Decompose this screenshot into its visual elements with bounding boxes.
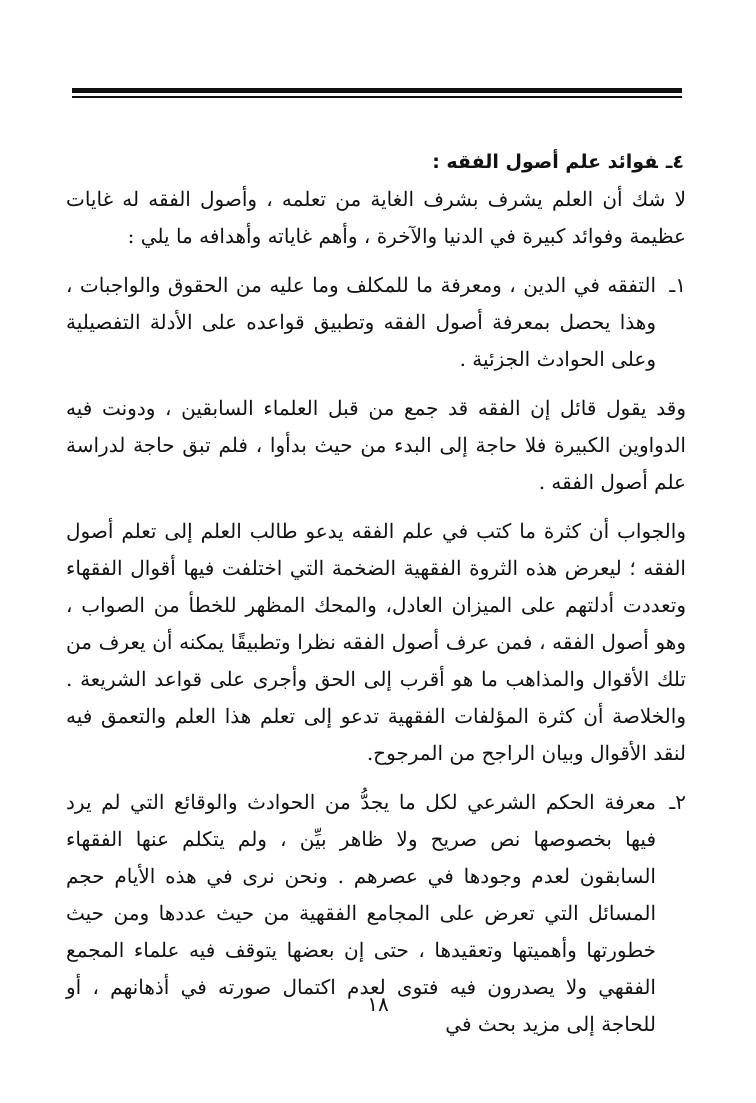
intro-paragraph: لا شك أن العلم يشرف بشرف الغاية من تعلمه ، وأصول الفقه له غايات عظيمة وفوائد كبيرة في الدنيا والآخرة ، وأهم غاياته وأهدافه ما يلي : [66, 187, 686, 248]
section-number: ٤ـ [665, 151, 684, 173]
section-title: فوائد علم أصول الفقه : [432, 151, 658, 173]
header-rule-thick [72, 88, 682, 93]
objection-paragraph: وقد يقول قائل إن الفقه قد جمع من قبل العلماء السابقين ، ودونت فيه الدواوين الكبيرة فلا حاجة إلى البدء من حيث بدأوا ، فلم تبق حاجة لدراسة علم أصول الفقه . [66, 396, 686, 494]
header-rule-thin [72, 96, 682, 98]
page-body [66, 144, 686, 1055]
section-heading [66, 144, 686, 181]
list-item [66, 267, 686, 378]
list-item-marker: ١ـ [669, 273, 686, 297]
page-number: ١٨ [367, 992, 389, 1016]
list-item-text: معرفة الحكم الشرعي لكل ما يجدُّ من الحوادث والوقائع التي لم يرد فيها بخصوصها نص صريح ولا ظاهر بيِّن ، ولم يتكلم عنها الفقهاء السابقون لعدم وجودها في عصرهم . ونحن نرى في هذه الأيام حجم المسائل التي تعرض على المجامع الفقهية من حيث عددها ومن حيث خطورتها وأهميتها وتعقيدها ، حتى إن بعضها يتوقف فيه علماء المجمع الفقهي ولا يصدرون فيه فتوى لعدم اكتمال صورته في أذهانهم ، أو للحاجة إلى مزيد بحث في [66, 790, 656, 1036]
answer-paragraph: والجواب أن كثرة ما كتب في علم الفقه يدعو طالب العلم إلى تعلم أصول الفقه ؛ ليعرض هذه الثروة الفقهية الضخمة التي اختلفت فيها أقوال الفقهاء وتعددت أدلتهم على الميزان العادل، والمحك المظهر للخطأ من الصواب ، وهو أصول الفقه ، فمن عرف أصول الفقه نظرا وتطبيقًا يمكنه أن يعرف من تلك الأقوال والمذاهب ما هو أقرب إلى الحق وأجرى على قواعد الشريعة . والخلاصة أن كثرة المؤلفات الفقهية تدعو إلى تعلم هذا العلم والتعمق فيه لنقد الأقوال وبيان الراجح من المرجوح. [66, 519, 686, 765]
list-item-text: التفقه في الدين ، ومعرفة ما للمكلف وما عليه من الحقوق والواجبات ، وهذا يحصل بمعرفة أصول الفقه وتطبيق قواعده على الأدلة التفصيلية وعلى الحوادث الجزئية . [66, 273, 656, 371]
list-item-marker: ٢ـ [669, 790, 686, 814]
